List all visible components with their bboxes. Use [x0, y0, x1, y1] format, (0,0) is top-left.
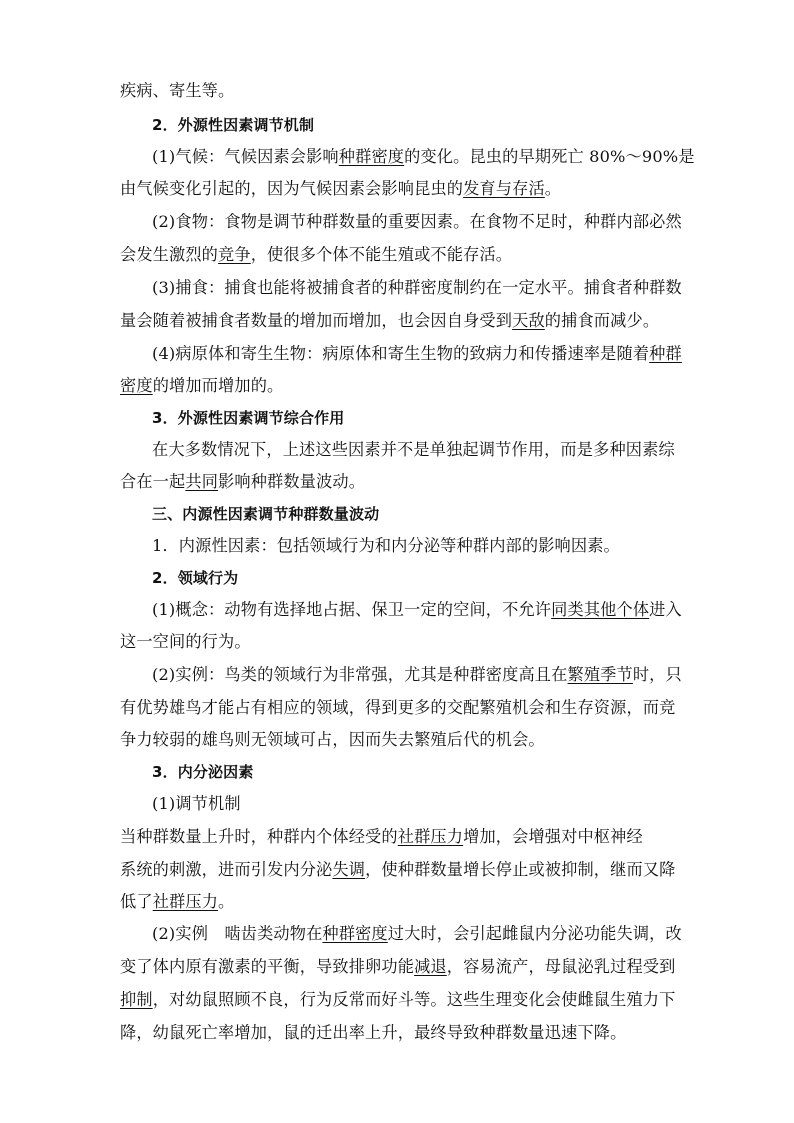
- text-segment: 进入: [649, 600, 682, 619]
- underlined-term: 密度: [120, 376, 153, 395]
- text-line: [120, 956, 676, 978]
- text-line: [152, 114, 314, 136]
- underlined-term: 种群密度: [338, 147, 405, 166]
- underlined-term: 失调: [332, 860, 366, 879]
- underlined-term: 种群: [649, 344, 682, 363]
- underlined-term: 减退: [414, 957, 447, 976]
- underlined-term: 繁殖季节: [567, 665, 633, 684]
- text-segment: 合在一起: [120, 472, 186, 491]
- text-line: [120, 631, 251, 653]
- text-segment: 过大时，会引起雌鼠内分泌功能失调，改: [387, 924, 682, 943]
- text-segment: 2．外源性因素调节机制: [152, 116, 315, 134]
- underlined-term: 天敌: [512, 311, 545, 330]
- text-segment: 三、内源性因素调节种群数量波动: [152, 505, 380, 523]
- text-segment: ，容易流产，母鼠泌乳过程受到: [446, 957, 676, 976]
- text-line: [120, 859, 676, 881]
- text-segment: 降，幼鼠死亡率增加，鼠的迁出率上升，最终导致种群数量迅速下降。: [120, 1023, 627, 1042]
- underlined-term: 种群密度: [322, 924, 388, 943]
- text-segment: 2．领域行为: [152, 569, 239, 587]
- text-segment: 时，只: [632, 665, 682, 684]
- text-line: [152, 343, 682, 365]
- text-line: [152, 146, 695, 168]
- text-line: [120, 310, 659, 332]
- text-segment: (3)捕食：捕食也能将被捕食者的种群密度制约在一定水平。捕食者种群数: [152, 278, 682, 297]
- text-segment: 。: [544, 179, 562, 198]
- text-segment: 1．内源性因素：包括领域行为和内分泌等种群内部的影响因素。: [152, 536, 620, 555]
- text-segment: 争力较弱的雄鸟则无领域可占，因而失去繁殖后代的机会。: [120, 730, 545, 749]
- text-line: [120, 471, 365, 493]
- text-segment: (4)病原体和寄生生物：病原体和寄生生物的致病力和传播速率是随着: [152, 344, 650, 363]
- text-segment: ，使种群数量增长停止或被抑制，继而又降: [365, 860, 676, 879]
- text-segment: 系统的刺激，进而引发内分泌: [120, 860, 333, 879]
- text-segment: 这一空间的行为。: [120, 632, 251, 651]
- text-line: [152, 503, 379, 525]
- text-line: [120, 697, 675, 719]
- text-segment: ，对幼鼠照顾不良，行为反常而好斗等。这些生理变化会使雌鼠生殖力下: [152, 990, 676, 1009]
- text-line: [152, 761, 254, 783]
- text-segment: 3．内分泌因素: [152, 763, 254, 781]
- text-line: [120, 891, 234, 913]
- text-line: [152, 567, 238, 589]
- text-segment: 3．外源性因素调节综合作用: [152, 409, 345, 427]
- text-segment: (2)实例：鸟类的领域行为非常强，尤其是种群密度高且在: [152, 665, 568, 684]
- text-line: [152, 599, 682, 621]
- text-line: [152, 439, 675, 461]
- text-segment: ，使很多个体不能生殖或不能存活。: [250, 245, 513, 264]
- text-segment: (1)调节机制: [152, 794, 241, 813]
- text-line: [120, 178, 561, 200]
- text-segment: (2)实例 啮齿类动物在: [152, 924, 323, 943]
- text-segment: 变了体内原有激素的平衡，导致排卵功能: [120, 957, 415, 976]
- underlined-term: 社群压力: [397, 827, 464, 846]
- text-segment: (1)气候：气候因素会影响: [152, 147, 339, 166]
- text-line: [152, 407, 344, 429]
- text-line: [120, 826, 643, 848]
- text-segment: 由气候变化引起的，因为气候因素会影响昆虫的: [120, 179, 464, 198]
- underlined-term: 共同: [185, 472, 219, 491]
- text-line: [152, 793, 241, 815]
- text-line: [152, 664, 682, 686]
- text-line: [120, 1022, 626, 1044]
- text-segment: 的增加而增加的。: [152, 376, 284, 395]
- text-line: [120, 729, 545, 751]
- text-segment: 低了: [120, 892, 153, 911]
- text-line: [152, 535, 620, 557]
- text-segment: (2)食物：食物是调节种群数量的重要因素。在食物不足时，种群内部必然: [152, 212, 682, 231]
- text-line: [152, 277, 682, 299]
- underlined-term: 发育与存活: [463, 179, 545, 198]
- text-segment: 会发生激烈的: [120, 245, 219, 264]
- text-segment: 有优势雄鸟才能占有相应的领域，得到更多的交配繁殖机会和生存资源，而竞: [120, 698, 676, 717]
- underlined-term: 社群压力: [152, 892, 219, 911]
- text-segment: 疾病、寄生等。: [120, 81, 235, 100]
- text-segment: 。: [218, 892, 235, 911]
- text-segment: 影响种群数量波动。: [218, 472, 366, 491]
- text-line: [120, 375, 283, 397]
- text-line: [120, 244, 512, 266]
- text-line: [152, 923, 682, 945]
- text-line: [152, 211, 682, 233]
- text-segment: (1)概念：动物有选择地占据、保卫一定的空间，不允许: [152, 600, 552, 619]
- underlined-term: 抑制: [120, 990, 153, 1009]
- text-segment: 的变化。昆虫的早期死亡 80%～90%是: [404, 147, 695, 166]
- text-line: [120, 80, 234, 102]
- text-segment: 当种群数量上升时，种群内个体经受的: [120, 827, 398, 846]
- underlined-term: 同类其他个体: [551, 600, 650, 619]
- text-segment: 量会随着被捕食者数量的增加而增加，也会因自身受到: [120, 311, 513, 330]
- text-segment: 在大多数情况下，上述这些因素并不是单独起调节作用，而是多种因素综: [152, 440, 675, 459]
- text-segment: 增加，会增强对中枢神经: [463, 827, 643, 846]
- text-line: [120, 989, 676, 1011]
- text-segment: 的捕食而减少。: [544, 311, 660, 330]
- underlined-term: 竞争: [218, 245, 251, 264]
